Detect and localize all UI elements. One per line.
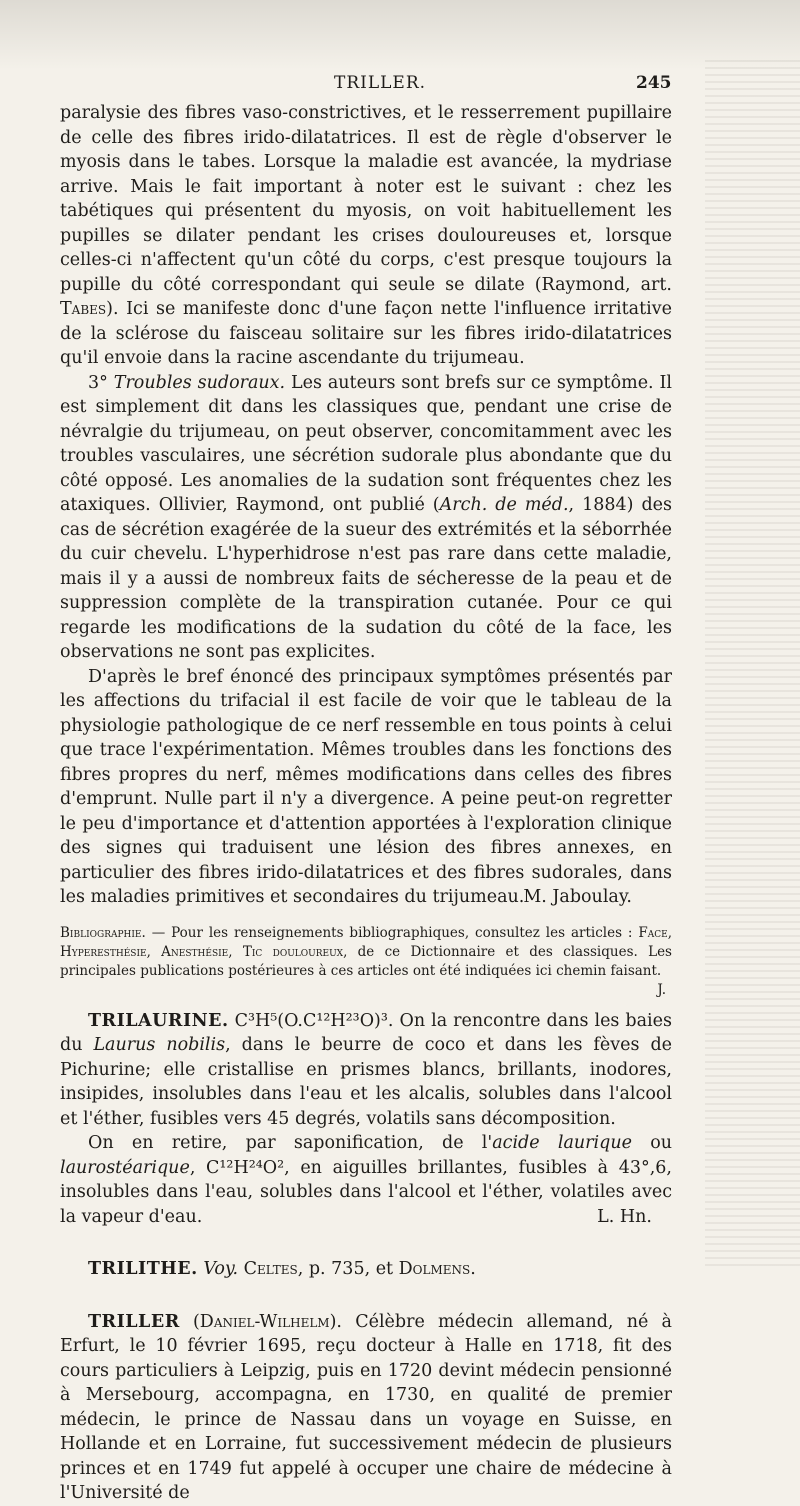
triller-paragraph: TRILLER (Daniel-Wilhelm). Célèbre médecin allemand, né à Erfurt, le 10 février 1695, reçu docteur à Halle en 1718, fit des cours particuliers à Leipzig, puis en 1720 devint médecin pensionné à Mersebourg, accompagna, en 1730, en qualité de premier médecin, le prince de Nassau dans un voyage en Suisse, en Hollande et en Lorraine, fut successivement médecin de plusieurs princes et en 1749 fut appelé à occuper une chaire de médecine à l'Université de (60, 1311, 672, 1503)
text-run: On la rencontre dans les baies du (60, 1010, 672, 1055)
journal-reference: Arch. de méd. (439, 495, 569, 515)
chemical-formula: C³H⁵(O.C¹²H²³O)³. (228, 1010, 394, 1031)
trilaurine-paragraph-1 (60, 1009, 672, 1132)
author-signature: L. Hn. (597, 1206, 652, 1227)
text-run: ou (631, 1133, 673, 1153)
scan-edge-right (705, 60, 800, 1269)
text-run: ). Ici se manifeste donc d'une façon nette l'influence irritative de la sclérose du faisceau solitaire sur les fibres irido-dilatatrices qu'il envoie dans la racine ascendante du trijumeau. (60, 299, 672, 368)
cross-reference-label: Voy. (203, 1259, 239, 1279)
text-run: On en retire, par saponification, de l' (88, 1133, 493, 1153)
headword: TRILAURINE. (88, 1010, 229, 1031)
italic-term: acide laurique (492, 1133, 632, 1153)
text-run: , 1884) des cas de sécrétion exagérée de la sueur des extrémités et la séborrhée du cuir chevelu. L'hyperhidrose n'est pas rare dans cette maladie, mais il y a aussi de nombreux faits de sécheresse de la peau et de suppression complète de la transpiration cutanée. Pour ce qui regarde les modifications de la sudation du côté de la face, les observations ne sont pas explicites. (60, 495, 672, 662)
text-run: D'après le bref énoncé des principaux symptômes présentés par les affections du trifacial il est facile de voir que le tableau de la physiologie pathologique de ce nerf ressemble en tous points à celui que trace l'expérimentation. Mêmes troubles dans les fonctions des fibres propres du nerf, mêmes modifications dans celles des fibres d'emprunt. Nulle part il n'y a divergence. A peine peut-on regretter le peu d'importance et d'attention apportées à l'exploration clinique des signes qui traduisent une lésion des fibres annexes, en particulier des fibres irido-dilatatrices et des fibres sudorales, dans les maladies primitives et secondaires du trijumeau. (60, 666, 672, 907)
text-run: , de ce Dictionnaire et des classiques. Les principales publications postérieures à ces articles ont été indiquées ici chemin faisant. (60, 943, 672, 979)
scan-edge-top (0, 0, 800, 70)
text-run: — Pour les renseignements bibliographiques, consultez les articles : (145, 924, 639, 941)
headword: TRILITHE. (88, 1259, 198, 1279)
text-run: Les auteurs sont brefs sur ce symptôme. Il est simplement dit dans les classiques que, pendant une crise de névralgie du trijumeau, on peut observer, concomitamment avec les troubles vasculaires, une sécrétion sudorale plus abondante que du côté opposé. Les anomalies de la sudation sont fréquentes chez les ataxiques. Ollivier, Raymond, ont publié ( (60, 372, 673, 515)
page-number: 245 (636, 73, 672, 93)
page-header (0, 73, 800, 99)
cross-reference: Dolmens (398, 1259, 471, 1279)
running-title: TRILLER. (334, 73, 427, 93)
paragraph-myosis (60, 101, 672, 371)
entry-trilithe (60, 1257, 672, 1282)
trilaurine-paragraph-2 (60, 1131, 672, 1229)
paragraph-troubles-sudoraux (60, 371, 672, 665)
text-run: , p. 735, et (297, 1259, 399, 1279)
text-run: ). Célèbre médecin allemand, né à Erfurt, le 10 février 1695, reçu docteur à Halle en 1718, fit des cours particuliers à Leipzig, puis en 1720 devint médecin pensionné à Mersebourg, accompagna, en 1730, en qualité de premier médecin, le prince de Nassau dans un voyage en Suisse, en Hollande et en Lorraine, fut successivement médecin de plusieurs princes et en 1749 fut appelé à occuper une chaire de médecine à l'Université de (60, 1311, 672, 1503)
bibliography-signature: J. (657, 981, 666, 998)
page-body (60, 101, 672, 1506)
italic-term: laurostéarique (60, 1157, 190, 1178)
species-name: Laurus nobilis (93, 1035, 226, 1055)
bibliography-note (60, 924, 672, 998)
entry-triller (60, 1310, 672, 1506)
text-run: paralysie des fibres vaso-constrictives, et le resserrement pupillaire de celle des fibres irido-dilatatrices. Il est de règle d'observer le myosis dans le tabes. Lorsque la maladie est avancée, la mydriase arrive. Mais le fait important à noter est le suivant : chez les tabétiques qui présentent du myosis, on voit habituellement les pupilles se dilater pendant les crises douloureuses et, lorsque celles-ci n'affectent qu'un côté du corps, c'est presque toujours la pupille du côté correspondant qui seule se dilate (Raymond, art. (60, 103, 672, 295)
text-run: , C¹²H²⁴O², en aiguilles brillantes, fusibles à 43°,6, insolubles dans l'eau, solubles dans l'alcool et l'éther, volatiles avec la vapeur d'eau. (60, 1157, 672, 1227)
trilithe-paragraph (60, 1257, 672, 1282)
section-number: 3° (88, 372, 114, 393)
bibliography-label: Bibliographie. (60, 924, 146, 941)
text-run: . (470, 1259, 476, 1279)
entry-trilaurine (60, 1009, 672, 1230)
text-run: , dans le beurre de coco et dans les fèves de Pichurine; elle cristallise en prismes blancs, brillants, inodores, insipides, insolubles dans l'eau et les alcalis, solubles dans l'alcool et l'éther, fusibles vers 45 degrés, volatils sans décomposition. (60, 1035, 672, 1129)
reference-smallcaps: Tabes (60, 299, 107, 319)
paragraph-conclusion (60, 665, 672, 910)
author-name: M. Jaboulay. (523, 887, 632, 907)
article-references: Face, Hyperesthésie, Anesthésie, Tic douloureux (60, 924, 672, 960)
given-names: Daniel-Wilhelm (199, 1311, 330, 1332)
section-heading: Troubles sudoraux. (113, 372, 286, 393)
cross-reference: Celtes (243, 1259, 298, 1279)
headword: TRILLER (88, 1311, 180, 1332)
